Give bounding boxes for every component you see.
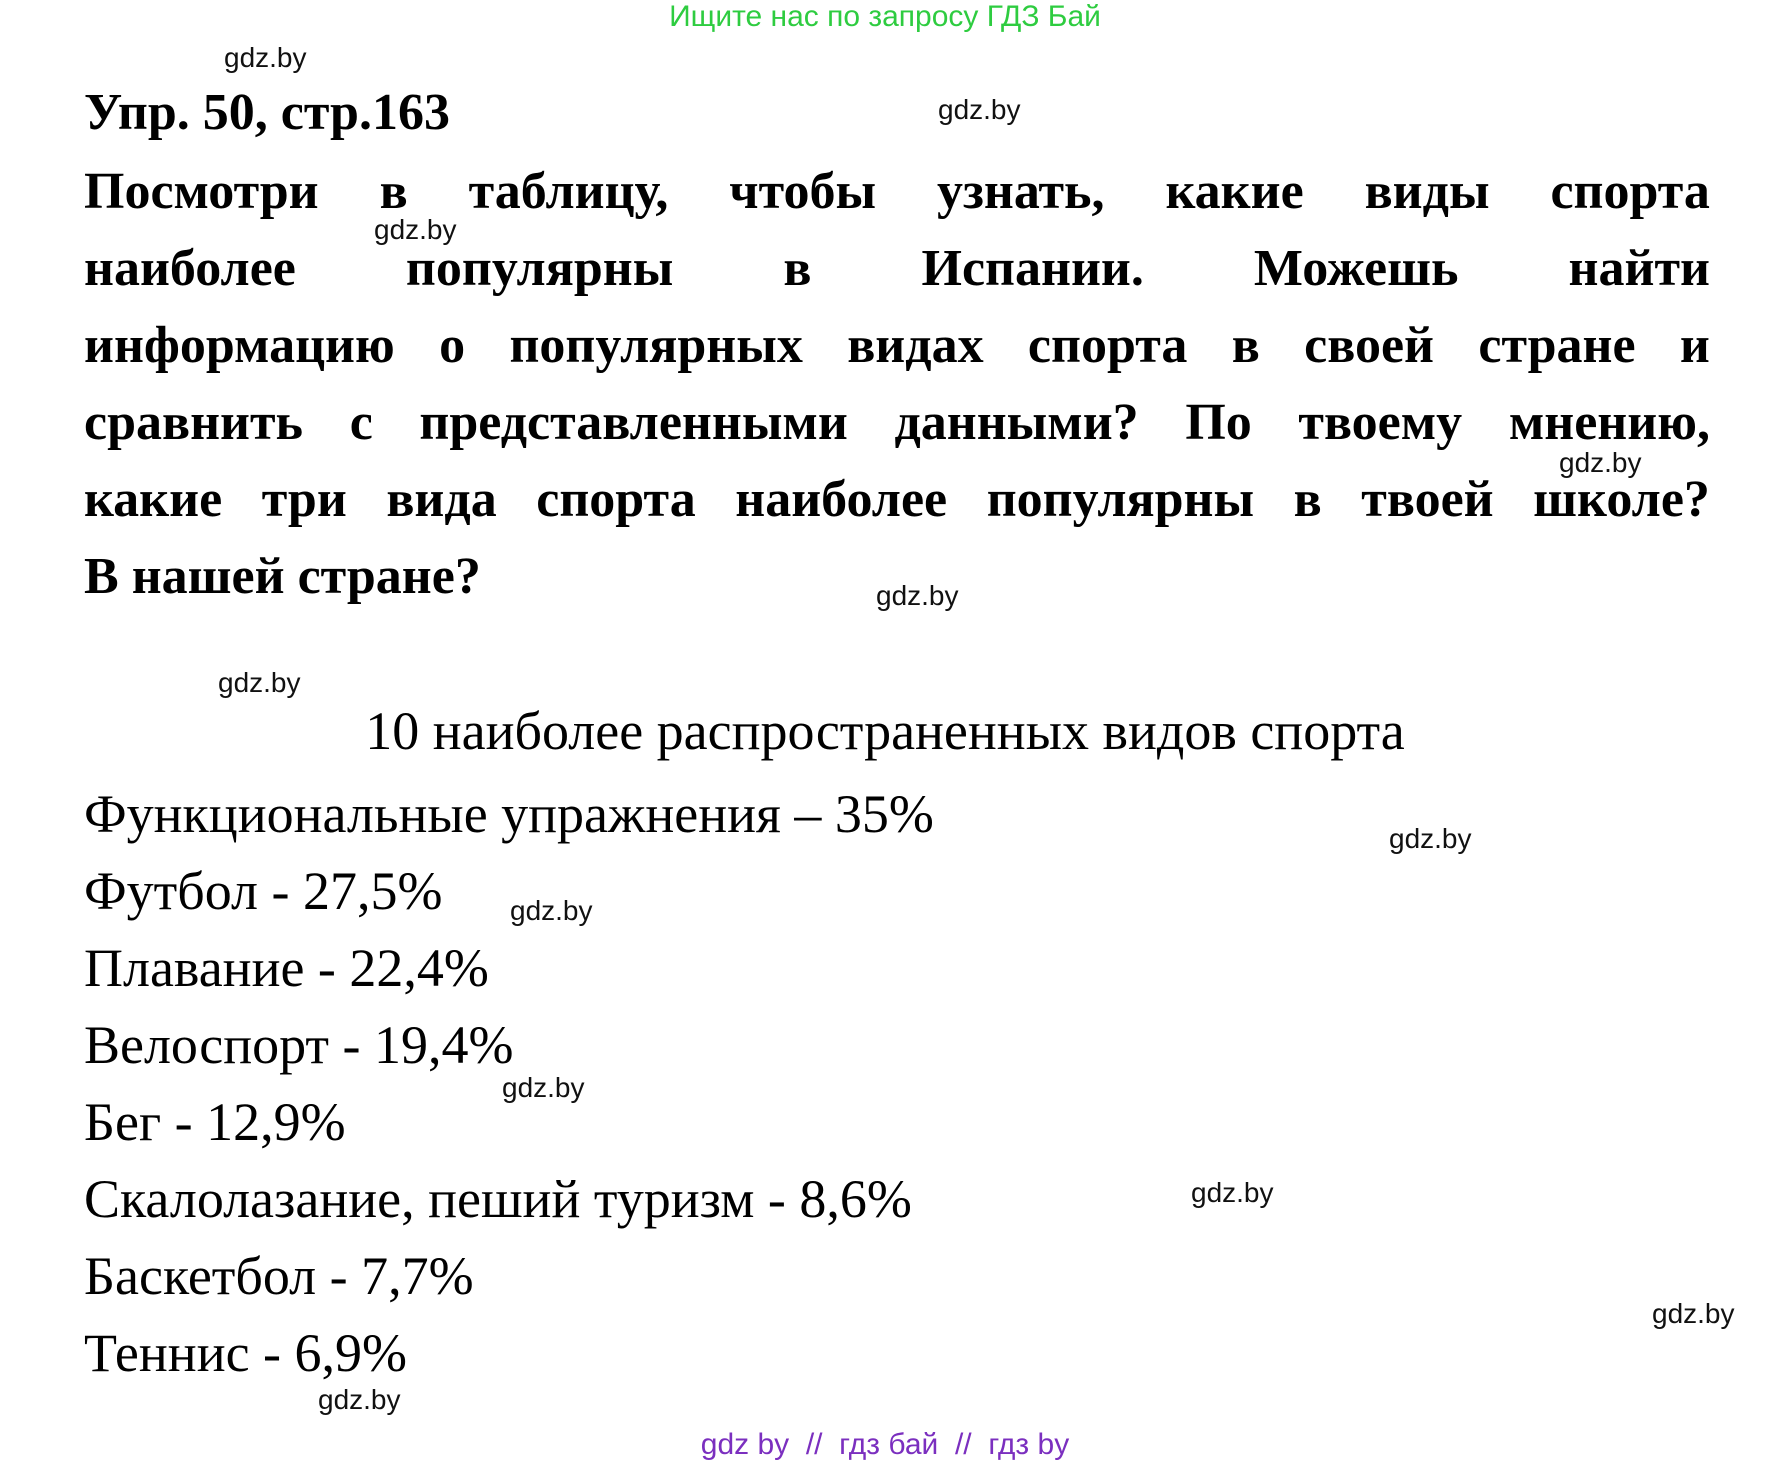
task-word: три: [261, 471, 347, 528]
task-word: твоему: [1298, 394, 1463, 451]
watermark: gdz.by: [938, 94, 1021, 125]
task-word: спорта: [1027, 317, 1188, 374]
sport-item: Плавание - 22,4%: [84, 938, 489, 998]
task-word: в: [379, 163, 408, 220]
task-word: школе?: [1533, 471, 1710, 528]
task-word: стране: [1478, 317, 1636, 374]
task-word: видах: [847, 317, 984, 374]
sport-item: Футбол - 27,5%: [84, 861, 443, 921]
watermark: gdz.by: [1389, 823, 1472, 854]
task-word: спорта: [1550, 163, 1710, 220]
task-line: [84, 307, 1710, 384]
sports-table-title: 10 наиболее распространенных видов спорта: [365, 701, 1405, 761]
watermark: gdz.by: [218, 667, 301, 698]
watermark: gdz.by: [318, 1384, 401, 1415]
bottom-banner: gdz by // гдз бай // гдз by: [700, 1428, 1070, 1461]
task-word: Можешь: [1253, 240, 1459, 297]
task-word: и: [1679, 317, 1710, 374]
watermark: gdz.by: [502, 1072, 585, 1103]
task-line: [84, 153, 1710, 230]
task-word: вида: [386, 471, 497, 528]
task-word: Посмотри: [84, 163, 319, 220]
task-word: популярны: [405, 240, 674, 297]
task-text: [84, 153, 1710, 615]
sport-item: Бег - 12,9%: [84, 1092, 346, 1152]
task-line: [84, 461, 1710, 538]
watermark: gdz.by: [224, 42, 307, 73]
task-word: с: [349, 394, 373, 451]
task-word: популярных: [509, 317, 803, 374]
sport-item: Функциональные упражнения – 35%: [84, 784, 934, 844]
task-word: стране?: [297, 548, 481, 605]
task-word: виды: [1364, 163, 1490, 220]
watermark: gdz.by: [1652, 1298, 1735, 1329]
task-word: данными?: [894, 394, 1139, 451]
task-word: сравнить: [84, 394, 304, 451]
task-word: популярны: [986, 471, 1255, 528]
sport-item: Скалолазание, пеший туризм - 8,6%: [84, 1169, 912, 1229]
task-word: твоей: [1361, 471, 1494, 528]
top-banner: Ищите нас по запросу ГДЗ Бай: [669, 0, 1101, 33]
task-word: спорта: [536, 471, 696, 528]
task-word: По: [1185, 394, 1252, 451]
task-word: в: [783, 240, 812, 297]
task-line: [84, 384, 1710, 461]
task-word: В: [84, 548, 119, 605]
watermark: gdz.by: [1559, 447, 1642, 478]
sport-item: Теннис - 6,9%: [84, 1323, 408, 1383]
watermark: gdz.by: [510, 895, 593, 926]
sport-item: Баскетбол - 7,7%: [84, 1246, 474, 1306]
task-word: мнению,: [1508, 394, 1710, 451]
task-word: своей: [1304, 317, 1435, 374]
watermark: gdz.by: [374, 214, 457, 245]
task-word: таблицу,: [468, 163, 669, 220]
task-word: наиболее: [735, 471, 948, 528]
task-word: в: [1231, 317, 1260, 374]
watermark: gdz.by: [876, 580, 959, 611]
task-word: чтобы: [729, 163, 877, 220]
task-word: узнать,: [937, 163, 1105, 220]
exercise-heading: Упр. 50, стр.163: [84, 84, 450, 141]
task-word: какие: [84, 471, 223, 528]
task-word: найти: [1568, 240, 1710, 297]
task-word: наиболее: [84, 240, 296, 297]
task-word: в: [1293, 471, 1322, 528]
task-word: Испании.: [921, 240, 1144, 297]
watermark: gdz.by: [1191, 1177, 1274, 1208]
task-word: о: [439, 317, 466, 374]
task-word: представленными: [419, 394, 848, 451]
task-word: нашей: [131, 548, 285, 605]
task-line: [84, 230, 1710, 307]
sport-item: Велоспорт - 19,4%: [84, 1015, 514, 1075]
task-word: какие: [1165, 163, 1304, 220]
task-word: информацию: [84, 317, 395, 374]
